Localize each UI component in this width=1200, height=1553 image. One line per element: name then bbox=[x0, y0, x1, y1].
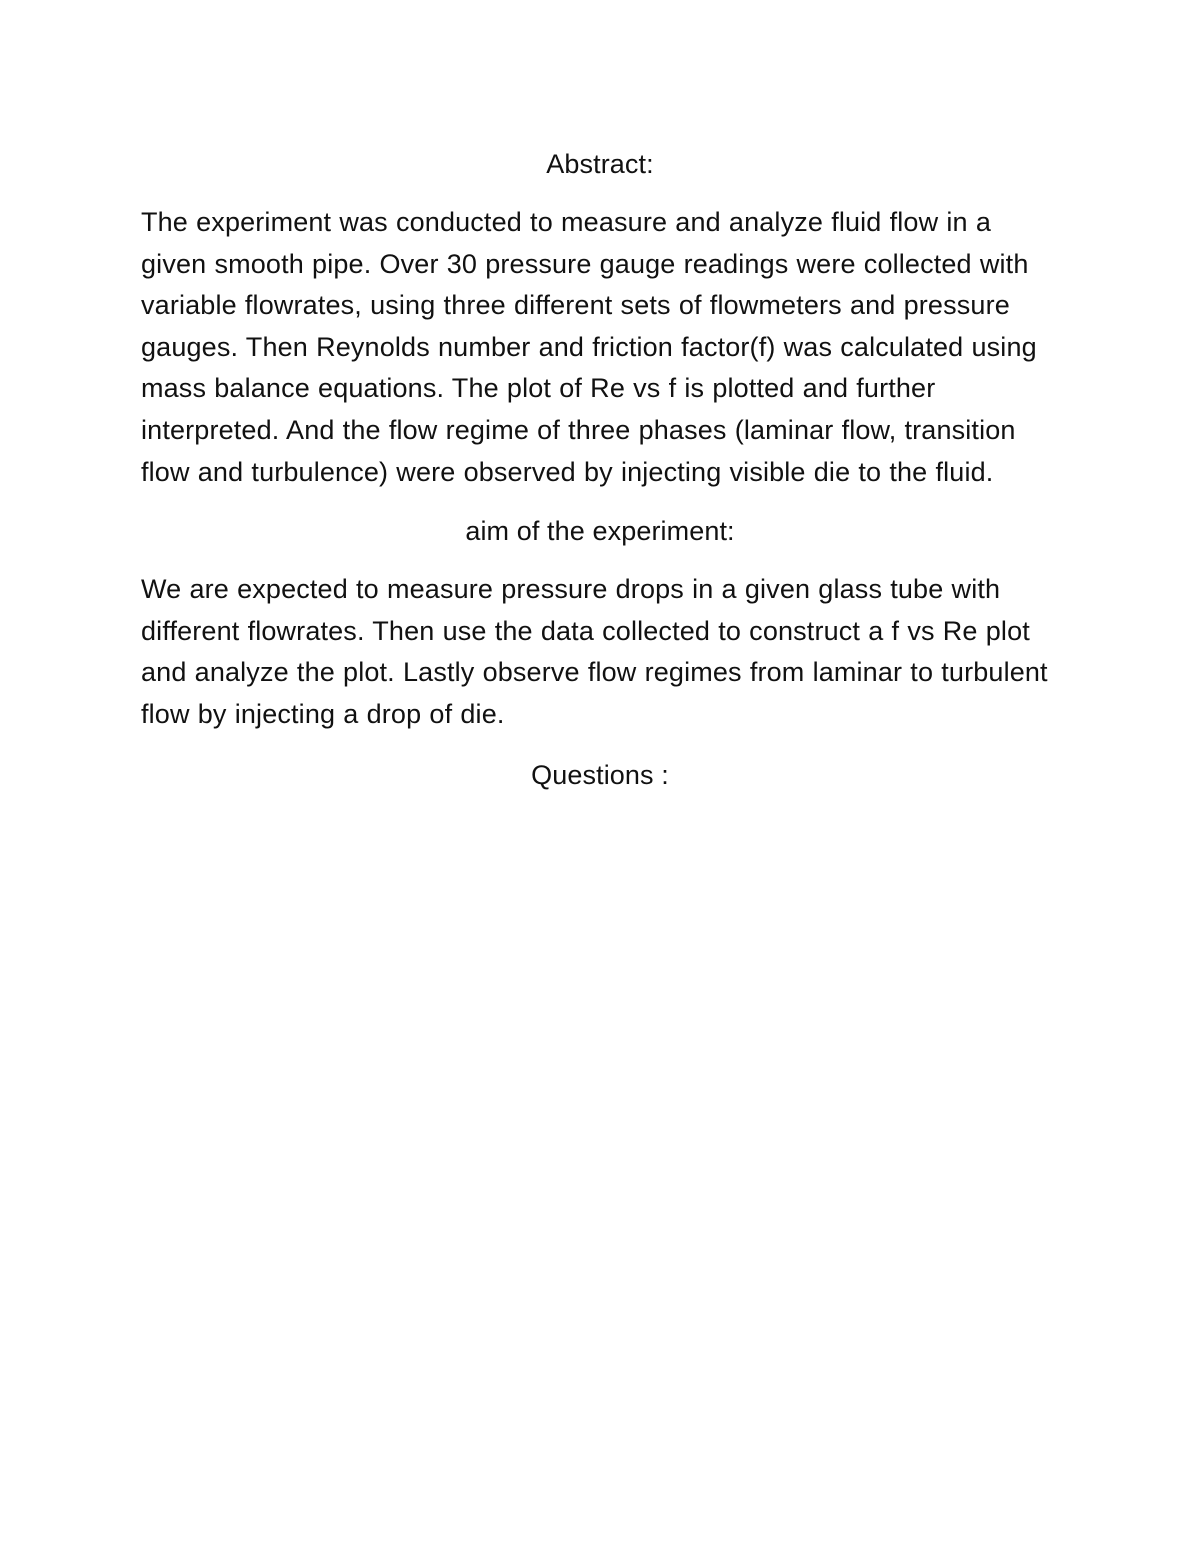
aim-heading: aim of the experiment: bbox=[465, 516, 735, 547]
abstract-paragraph: The experiment was conducted to measure and analyze fluid flow in a given smooth pipe. Over 30 pressure gauge readings were collected with variable flowrates, using three different sets of flowmeters and pressure gauges. Then Reynolds number and friction factor(f) was calculated using mass balance equations. The plot of Re vs f is plotted and further interpreted. And the flow regime of three phases (laminar flow, transition flow and turbulence) were observed by injecting visible die to the fluid. bbox=[141, 207, 1037, 487]
document-content bbox=[141, 143, 1059, 796]
questions-heading: Questions : bbox=[531, 759, 669, 790]
aim-paragraph: We are expected to measure pressure drops in a given glass tube with different flowrates. Then use the data collected to construct a f vs Re plot and analyze the plot. Lastly observe flow regimes from laminar to turbulent flow by injecting a drop of die. bbox=[141, 574, 1048, 729]
abstract-heading: Abstract: bbox=[546, 149, 654, 179]
